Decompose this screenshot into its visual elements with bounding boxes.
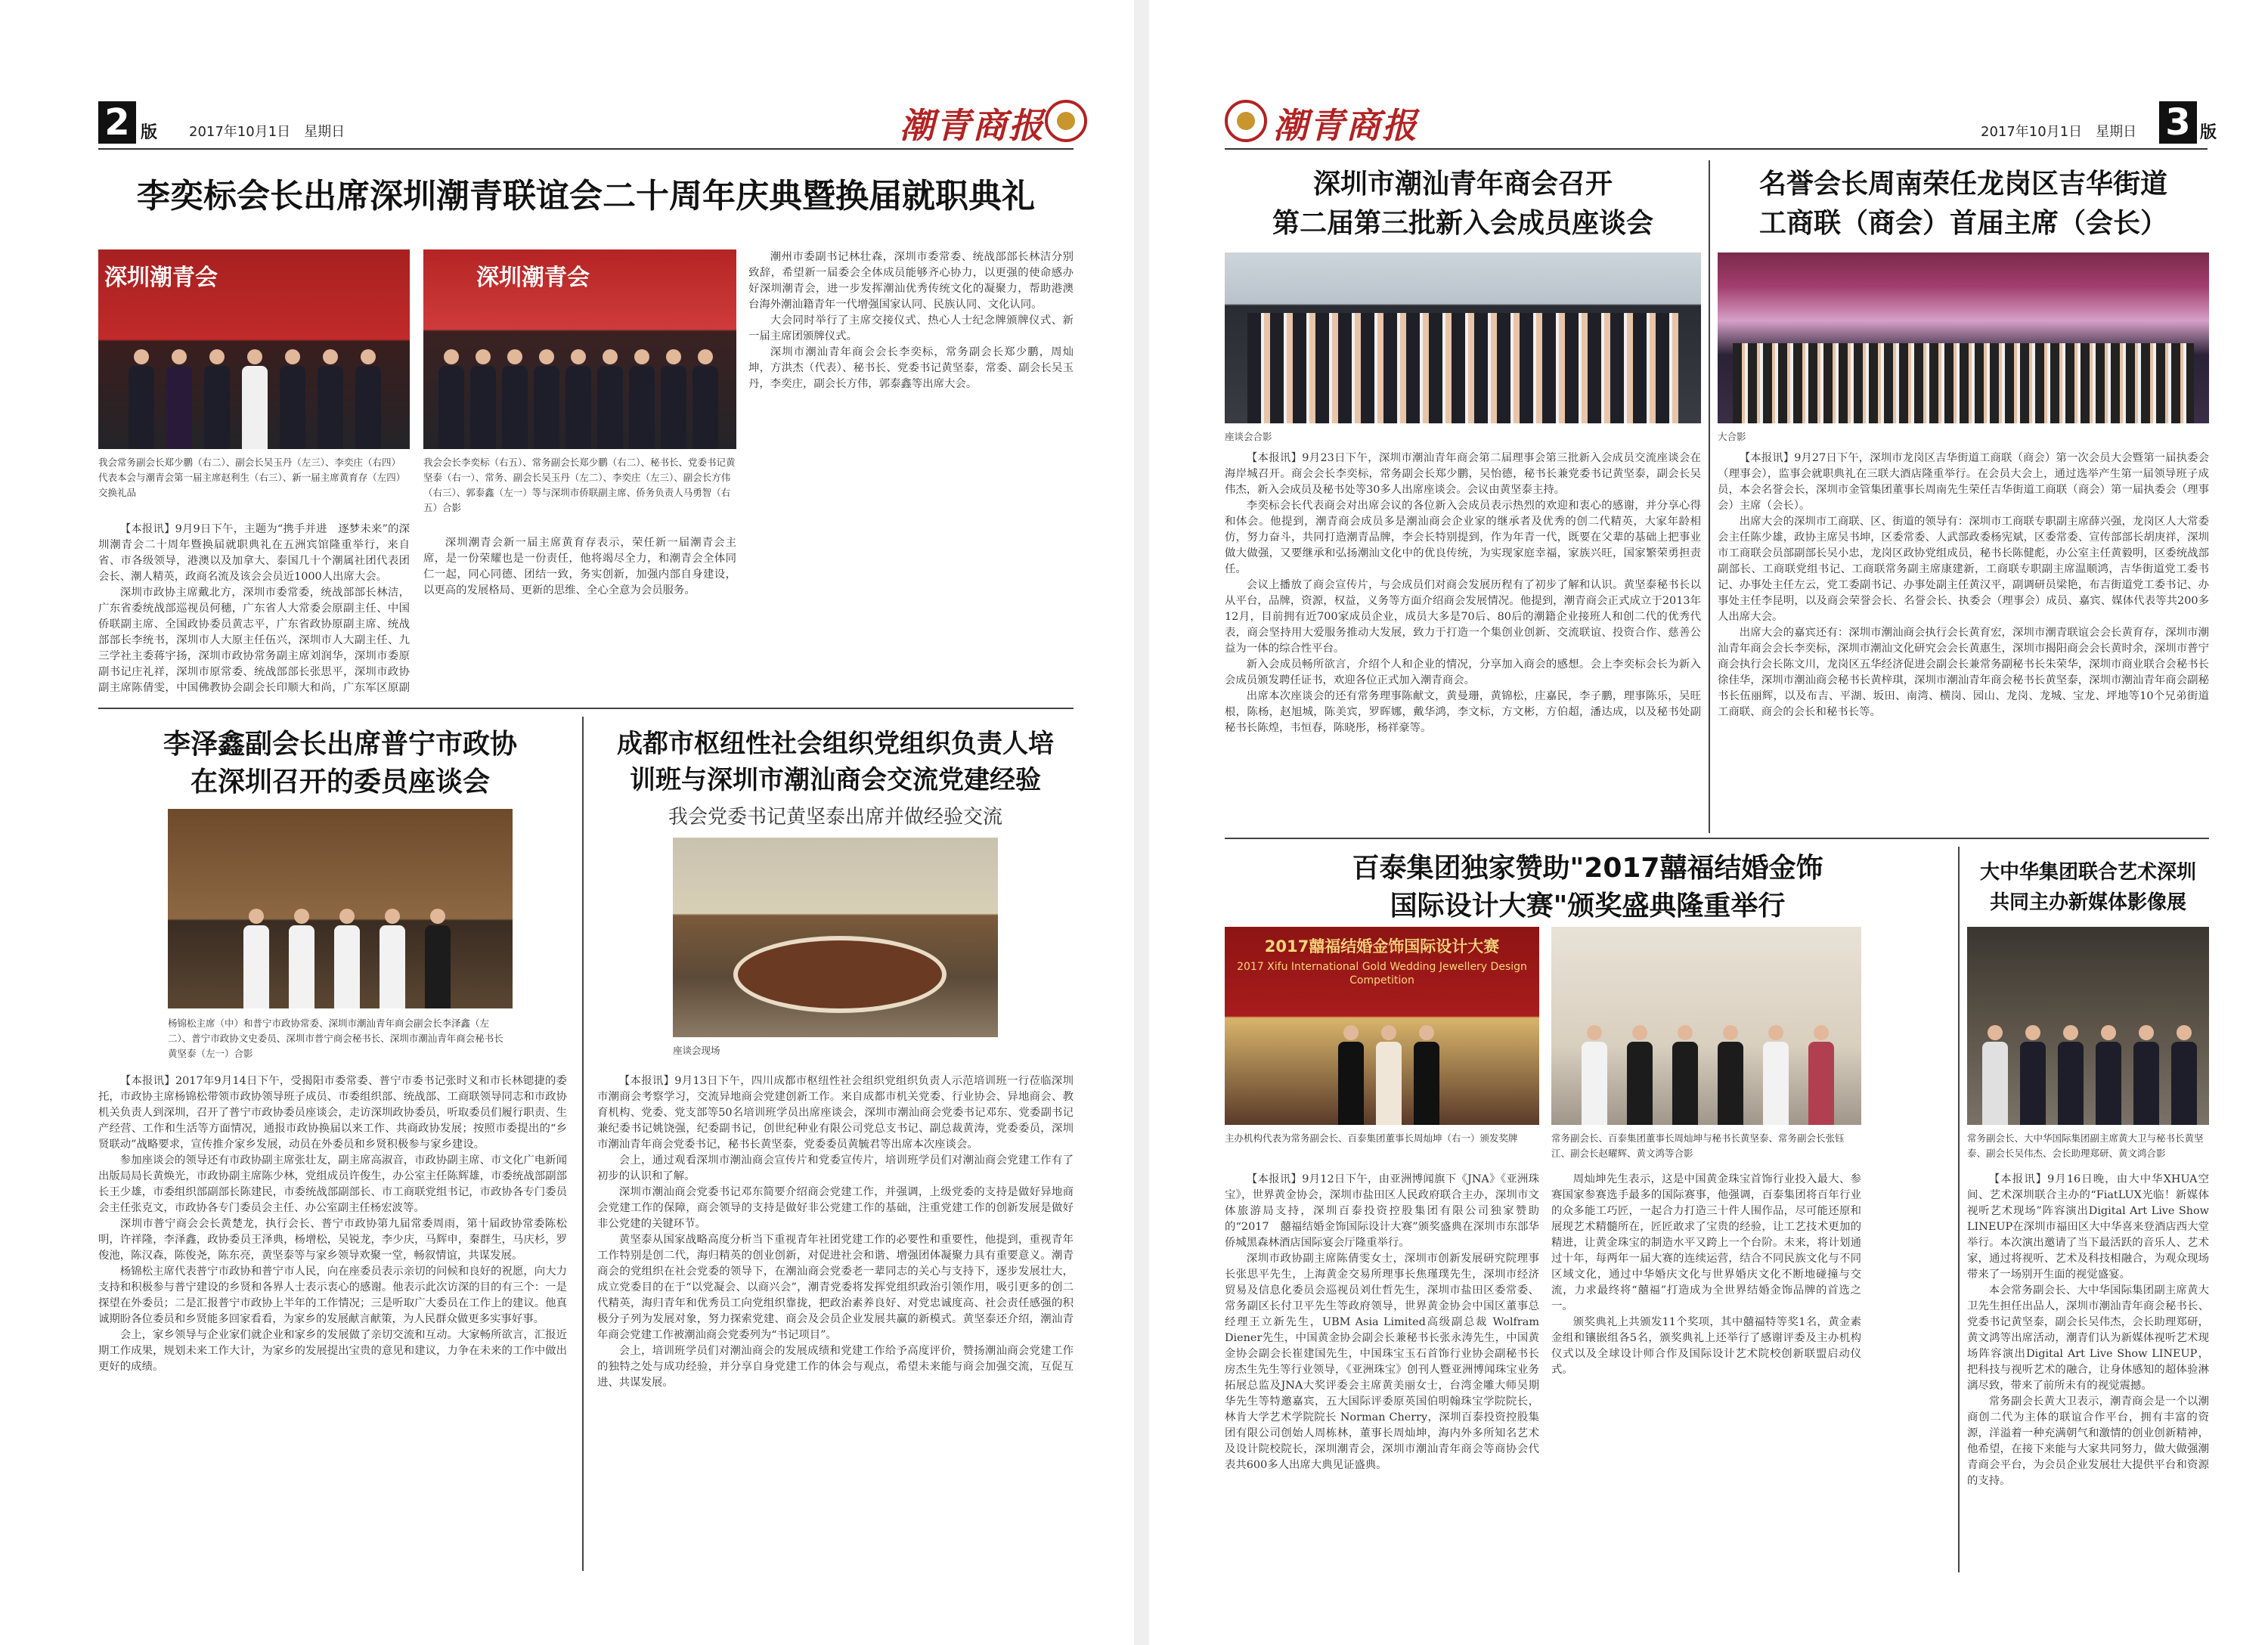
paragraph: 【本报讯】2017年9月14日下午，受揭阳市委常委、普宁市委书记张时义和市长林锶捷的委托，市政协主席杨锦松带领市政协领导班子成员、市委组织部、统战部、工商联领导同志和市政协机关负责人到深圳，召开了普宁市政协委员座谈会，走访深圳政协委员，听取委员们履行职责、生产经营、工作和生活等方面情况，通报市政协换届以来工作、共商政协发展；按照市委提出的“乡贤联动”战略要求，宣传推介家乡发展，动员在外委员和乡贤积极参与家乡建设。 bbox=[98, 1075, 567, 1151]
paragraph: 深圳潮青会新一届主席黄育存表示，荣任新一届潮青会主席，是一份荣耀也是一份责任，他将竭尽全力，和潮青会全体同仁一起，同心同德、团结一致，务实创新，加强内部自身建设，以更高的发展格局、更新的思维、全心全意为会员服务。 bbox=[423, 537, 736, 596]
masthead-seal-logo bbox=[1045, 100, 1087, 142]
section-divider bbox=[98, 708, 1074, 709]
masthead: 潮青商报 bbox=[900, 105, 1045, 146]
photo-caption: 常务副会长、百泰集团董事长周灿坤与秘书长黄坚泰、常务副会长张钰江、副会长赵曜辉、黄文鸿等合影 bbox=[1551, 1132, 1845, 1159]
headline-line: 在深圳召开的委员座谈会 bbox=[190, 767, 490, 798]
headline-line: 深圳市潮汕青年商会召开 bbox=[1312, 169, 1613, 200]
headline-line: 训班与深圳市潮汕商会交流党建经验 bbox=[630, 765, 1041, 795]
page-number: 3 bbox=[2159, 101, 2197, 144]
paragraph: 会上，家乡领导与企业家们就企业和家乡的发展做了亲切交流和互动。大家畅所欲言，汇报近期工作成果，规划未来工作大计，为家乡的发展提出宝贵的意见和建议，力争在未来的工作中做出更好的成绩。 bbox=[98, 1329, 567, 1373]
photo-caption: 座谈会现场 bbox=[673, 1045, 720, 1056]
masthead-seal-logo bbox=[1225, 100, 1267, 142]
page-header bbox=[98, 98, 1074, 150]
headline-line: 百泰集团独家赞助"2017囍福结婚金饰 bbox=[1352, 853, 1823, 884]
article-body bbox=[1718, 451, 2209, 829]
meeting-photo bbox=[168, 809, 513, 1008]
headline-line: 第二届第三批新入会成员座谈会 bbox=[1272, 208, 1653, 239]
article-body bbox=[1225, 1172, 1539, 1572]
paragraph: 【本报讯】9月12日下午，由亚洲博闻旗下《JNA》《亚洲珠宝》，世界黄金协会，深圳市盐田区人民政府联合主办，深圳市文体旅游局支持，深圳百泰投资控股集团有限公司独家赞助的“2017 囍福结婚金饰国际设计大赛”颁奖盛典在深圳市东部华侨城黑森林酒店国际宴会厅隆重举行。 bbox=[1225, 1173, 1539, 1249]
article-headline bbox=[1718, 165, 2209, 243]
article-body bbox=[597, 1073, 1074, 1572]
article-headline bbox=[1967, 857, 2209, 918]
newspaper-page-3 bbox=[1149, 0, 2268, 1645]
paragraph: 潮州市委副书记林壮森，深圳市委常委、统战部部长林洁分别致辞，希望新一届委会全体成员能够齐心协力，以更强的使命感办好深圳潮青会，进一步发挥潮汕优秀传统文化的凝聚力，帮助港澳台海外潮汕籍青年一代增强国家认同、民族认同、文化认同。 bbox=[748, 251, 1074, 311]
photo-caption: 大合影 bbox=[1718, 431, 1746, 442]
paragraph: 会议上播放了商会宣传片，与会成员们对商会发展历程有了初步了解和认识。黄坚泰秘书长以从平台，品牌，资源，权益，义务等方面介绍商会发展情况。他提到，潮青商会正式成立于2013年12月，目前拥有近700家成员企业，成员大多是70后、80后的潮籍企业接班人和创二代的优秀代表，商会坚持用大爱服务推动大发展，致力于打造一个集创业创新、交流联谊、投资合作、慈善公益为一体的综合性平台。 bbox=[1225, 579, 1701, 655]
paragraph: 深圳市普宁商会会长黄楚龙，执行会长、普宁市政协第九届常委周雨，第十届政协常委陈松明，许祥隆，李泽鑫，政协委员王泽典，杨增松，吴锐龙，李少庆，马辉申，秦群生，马庆杉，罗俊池，陈汉森，陈俊尧，陈东亮，黄坚泰等与家乡领导欢聚一堂，畅叙情谊，共谋发展。 bbox=[98, 1218, 567, 1262]
assembly-photo bbox=[1718, 252, 2209, 423]
section-divider bbox=[1225, 838, 2209, 839]
column-divider bbox=[582, 717, 584, 1571]
photo-caption: 座谈会合影 bbox=[1225, 431, 1272, 442]
article-body bbox=[1225, 451, 1701, 829]
page-number: 2 bbox=[98, 101, 136, 144]
paragraph: 会上，通过观看深圳市潮汕商会宣传片和党委宣传片，培训班学员们对潮汕商会党建工作有了初步的认识和了解。 bbox=[597, 1154, 1074, 1182]
headline-line: 国际设计大赛"颁奖盛典隆重举行 bbox=[1390, 891, 1786, 922]
photo-caption: 主办机构代表为常务副会长、百泰集团董事长周灿坤（右一）颁发奖牌 bbox=[1225, 1132, 1518, 1144]
paragraph: 参加座谈会的领导还有市政协副主席张壮友，副主席高淑音，市政协副主席、市文化广电新闻出版局局长黄焕光，市政协副主席陈少林，党组成员许俊生，办公室主任陈辉雄，市委统战部副部长王少雄，市委组织部副部长陈建民，市委统战部副部长、市工商联党组书记，市政协各专门委员会主任张克文，市政协各专门委员会主任、办公室副主任杨宏波等。 bbox=[98, 1154, 567, 1214]
section-label: 版 bbox=[141, 123, 158, 142]
masthead: 潮青商报 bbox=[1273, 105, 1418, 146]
article-body bbox=[98, 1073, 567, 1572]
article-body-column bbox=[748, 249, 1074, 697]
article-body bbox=[98, 522, 410, 697]
award-photo bbox=[1225, 927, 1539, 1125]
article-headline bbox=[1225, 165, 1701, 243]
article-body bbox=[1967, 1172, 2209, 1572]
ceremony-photo-1 bbox=[98, 249, 410, 449]
headline-line: 名誉会长周南荣任龙岗区吉华街道 bbox=[1758, 169, 2167, 200]
paragraph: 李奕标会长代表商会对出席会议的各位新入会成员表示热烈的欢迎和衷心的感谢，并分享心得和体会。他提到，潮青商会成员多是潮汕商会企业家的继承者及优秀的创二代精英，大家年龄相仿，努力奋斗，共同打造潮青品牌，李会长特别提到，作为年青一代，既要在父辈的基础上把事业做大做强，又要继承和弘扬潮汕文化中的优良传统，为实现家庭幸福，家族兴旺，国家繁荣勇担责任。 bbox=[1225, 500, 1701, 575]
paragraph: 【本报讯】9月27日下午，深圳市龙岗区吉华街道工商联（商会）第一次会员大会暨第一届执委会（理事会），监事会就职典礼在三联大酒店隆重举行。在会员大会上，通过选举产生第一届领导班子成员，本会名誉会长，深圳市金管集团董事长周南先生荣任吉华街道工商联（商会）第一届执委会（理事会）主席（会长）。 bbox=[1718, 452, 2209, 512]
paragraph: 深圳市潮汕青年商会会长李奕标，常务副会长郑少鹏，周灿坤，方洪杰（代表）、秘书长、党委书记黄坚泰，常委、副会长吴玉丹，李奕庄，副会长方伟，郭泰鑫等出席大会。 bbox=[748, 346, 1074, 390]
group-photo bbox=[1225, 252, 1701, 423]
headline-line: 李泽鑫副会长出席普宁市政协 bbox=[163, 729, 517, 760]
paragraph: 常务副会长黄大卫表示，潮青商会是一个以潮商创二代为主体的联谊合作平台，拥有丰富的资源，洋溢着一种充满朝气和激情的创业创新精神，他希望，在接下来能与大家共同努力，做大做强潮青商会平台，为会员企业发展壮大提供平台和资源的支持。 bbox=[1967, 1396, 2209, 1487]
seminar-photo bbox=[673, 838, 998, 1037]
paragraph: 【本报讯】9月13日下午，四川成都市枢纽性社会组织党组织负责人示范培训班一行莅临深圳市潮商会考察学习，交流异地商会党建创新工作。来自成都市机关党委、行业协会、异地商会、教育机构、党委、党支部等50名培训班学员出席座谈会，深圳市潮汕商会党委书记邓东、党委副书记兼纪委书记姚饶强，纪委副书记，创世纪种业有限公司党总支书记、副总裁黄涛，党委委员，深圳市潮汕青年商会党委书记，秘书长黄坚泰，党委委员黄毓君等出席本次座谈会。 bbox=[597, 1075, 1074, 1151]
page-header bbox=[1225, 98, 2217, 150]
paragraph: 颁奖典礼上共颁发11个奖项，其中囍福特等奖1名，黄金素金组和镶嵌组各5名，颁奖典礼上还举行了感谢评委及主办机构仪式以及全球设计师合作及国际设计艺术院校创新联盟启动仪式。 bbox=[1551, 1316, 1861, 1376]
paragraph: 出席大会的嘉宾还有：深圳市潮汕商会执行会长黄育宏，深圳市潮青联谊会会长黄育存，深圳市潮汕青年商会会长李奕标，深圳市潮汕文化研究会会长黄惠生，深圳市揭阳商会会长黄时余，深圳市普宁商会执行会长陈文川，龙岗区五华经济促进会副会长兼常务副秘书长朱荣华，深圳市商业联合会秘书长徐佳华，深圳市潮汕商会秘书长黄梓琪，深圳市潮汕青年商会秘书长黄坚泰，深圳市潮汕青年商会副秘书长伍丽辉，以及布吉、平湖、坂田、南湾、横岗、园山、龙岗、龙城、宝龙、坪地等10个兄弟街道工商联、商会的会长和秘书长等。 bbox=[1718, 627, 2209, 718]
conference-table bbox=[733, 936, 947, 1013]
photo-banner-subtext: 2017 Xifu International Gold Wedding Jewellery Design Competition bbox=[1237, 961, 1527, 987]
paragraph: 【本报讯】9月23日下午，深圳市潮汕青年商会第二届理事会第三批新入会成员交流座谈会在海岸城召开。商会会长李奕标，常务副会长郑少鹏，吴怡德，秘书长兼党委书记黄坚泰，副会长吴伟杰，新入会成员及秘书处等30多人出席座谈会。会议由黄坚泰主持。 bbox=[1225, 452, 1701, 496]
article-subheadline: 我会党委书记黄坚泰出席并做经验交流 bbox=[668, 806, 1002, 829]
photo-caption: 常务副会长、大中华国际集团副主席黄大卫与秘书长黄坚泰、副会长吴伟杰、会长助理郑研、黄文鸿合影 bbox=[1967, 1132, 2204, 1159]
photo-caption: 杨锦松主席（中）和普宁市政协常委、深圳市潮汕青年商会副会长李泽鑫（左二）、普宁市政协文史委员、深圳市普宁商会秘书长、深圳市潮汕青年商会秘书长黄坚泰（左一）合影 bbox=[168, 1018, 503, 1059]
column-divider bbox=[1709, 160, 1710, 833]
photo-banner-text: 2017囍福结婚金饰国际设计大赛 bbox=[1264, 937, 1500, 956]
crowd bbox=[1733, 343, 2194, 423]
column-divider bbox=[1958, 847, 1960, 1572]
article-headline bbox=[1225, 850, 1950, 925]
section-label: 版 bbox=[2200, 123, 2217, 142]
ceremony-photo-2 bbox=[423, 249, 736, 449]
paragraph: 新入会成员畅所欲言，介绍个人和企业的情况，分享加入商会的感想。会上李奕标会长为新入会成员颁发聘任证书，欢迎各位正式加入潮青商会。 bbox=[1225, 658, 1701, 686]
paragraph: 周灿坤先生表示，这是中国黄金珠宝首饰行业投入最大、参赛国家参赛选手最多的国际赛事，他强调，百泰集团将百年行业的众多能工巧匠，一起合力打造三十件人围作品，尽可能还原和展现艺术精髓所在，匠匠敢求了宝贵的经验，让工艺技术更加的精进，让黄金珠宝的制造水平又跨上一个台阶。未来，将计划通过十年，每两年一届大赛的连续运营，结合不同民族文化与不同区域文化，通过中华婚庆文化与世界婚庆文化不断地碰撞与交流，力求最终将“囍福”打造成为全世界结婚金饰品牌的首选之一。 bbox=[1551, 1173, 1861, 1312]
headline-line: 成都市枢纽性社会组织党组织负责人培 bbox=[617, 729, 1054, 759]
paragraph: 【本报讯】9月9日下午，主题为“携手并进 逐梦未来”的深圳潮青会二十周年暨换届就职典礼在五洲宾馆隆重举行，来自省、市各级领导，港澳以及加拿大、泰国几十个潮属社团代表团会长、潮人精英，政商名流及该会会员近1000人出席大会。 bbox=[98, 523, 410, 583]
paragraph: 【本报讯】9月16日晚，由大中华XHUA空间、艺术深圳联合主办的“FiatLUX光临！新媒体视听艺术现场”阵容演出Digital Art Live Show LINEUP在深圳市福田区大中华喜来登酒店西大堂举行。本次演出邀请了当下最活跃的音乐人、艺术家，通过将视听、艺术及科技相融合，为观众现场带来了一场别开生面的视觉盛宴。 bbox=[1967, 1173, 2209, 1281]
photo-banner-text: 深圳潮青会 bbox=[476, 265, 590, 291]
paragraph: 深圳市政协副主席陈倩雯女士，深圳市创新发展研究院理事长张思平先生，上海黄金交易所理事长焦瑾璞先生，深圳市经济贸易及信息化委员会巡视员刘仕哲先生，深圳市盐田区委常委、常务副区长付卫平先生等政府领导，世界黄金协会中国区董事总经理王立新先生，UBM Asia Limited高级副总裁 Wolfram Diener先生，中国黄金协会副会长兼秘书长张永涛先生，中国黄金协会副会长崔建国先生，中国珠宝玉石首饰行业协会副秘书长房杰生先生等行业领导，《亚洲珠宝》创刊人暨亚洲博闻珠宝业务拓展总监及JNA大奖评委会主席黄美丽女士，台湾金雕大师吴期华先生等特邀嘉宾，五大国际评委原英国伯明翰珠宝学院院长，林肯大学艺术学院院长 Norman Cherry，深圳百泰投资控股集团有限公司创始人周栋林，董事长周灿坤，海内外多所知名艺术及设计院校院长，深圳潮青会，深圳市潮汕青年商会等商协会代表共600多人出席大典见证盛典。 bbox=[1225, 1253, 1539, 1471]
paragraph: 会上，培训班学员们对潮汕商会的发展成绩和党建工作给予高度评价，赞扬潮汕商会党建工作的独特之处与成功经验，并分享自身党建工作的体会与观点，希望未来能与商会加强交流，互促互进、共谋发展。 bbox=[597, 1345, 1074, 1389]
article-headline bbox=[113, 726, 567, 801]
paragraph: 黄坚泰从国家战略高度分析当下重视青年社团党建工作的必要性和重要性，他提到，重视青年工作特别是创二代，海归精英的创业创新，对促进社会和谐、增强团体凝聚力具有重要意义。潮青商会的党组织在社会党委的领导下，在潮汕商会党委老一辈同志的关心与支持下，逐步发展壮大，成立党委目的在于“以党凝会、以商兴会”，潮青党委将发挥党组织政治引领作用，吸引更多的创二代精英，海归青年和优秀员工向党组织靠拢，把政治素养良好、对党忠诚度高、社会责任感强的积极分子列为发展对象，努力探索党建、商会及会员企业发展共赢的新模式。黄坚泰还介绍，潮汕青年商会党建工作被潮汕商会党委列为“书记项目”。 bbox=[597, 1234, 1074, 1341]
paragraph: 出席大会的深圳市工商联、区、街道的领导有：深圳市工商联专职副主席薛兴强，龙岗区人大常委会主任陈少雄，政协主席吴书坤，区委常委、人武部政委杨宪斌，区委常委、宣传部部长胡庚祥，深圳市工商联会员部副部长吴小忠，龙岗区政协党组成员，秘书长陈健彪，办公室主任黄毅明，区委统战部副部长、工商联党组书记、工商联常务副主席康建新，工商联专职副主席温顺鸿，吉华街道党工委书记、办事处主任左云，党工委副书记、办事处副主任黄汉平，副调研员梁艳，布吉街道党工委书记、办事处主任李昆明，以及商会荣誉会长、名誉会长、执委会（理事会）成员、嘉宾、媒体代表等共200多人出席大会。 bbox=[1718, 516, 2209, 623]
paragraph: 深圳市政协主席戴北方，深圳市委常委，统战部部长林洁，广东省委统战部巡视员何穗，广东省人大常委会原副主任、中国侨联副主席、全国政协委员黄志平，广东省政协原副主席、统战部部长李统书，深圳市人大原主任伍兴，深圳市人大副主任、九三学社主委蒋宇扬，深圳市政协常务副主席刘润华，深圳市委原副书记庄礼祥，深圳市原常委、统战部部长张思平，深圳市政协副主席陈倩雯，中国佛教协会副会长印顺大和尚，广东军区原副 bbox=[98, 587, 410, 694]
headline-line: 大中华集团联合艺术深圳 bbox=[1979, 861, 2196, 884]
article-body-continued bbox=[1551, 1172, 1861, 1572]
article-headline: 李奕标会长出席深圳潮青联谊会二十周年庆典暨换届就职典礼 bbox=[137, 177, 1035, 215]
paragraph: 杨锦松主席代表普宁市政协和普宁市人民，向在座委员表示亲切的问候和良好的祝愿，向大力支持和积极参与普宁建设的乡贤和各界人士表示衷心的感谢。他表示此次访深的目的有三个：一是探望在外委员；二是汇报普宁市政协上半年的工作情况；三是听取广大委员在工作上的建议。他真诚期盼各位委员和乡贤能多回家看看，为家乡的发展献言献策，为人民群众做更多实事好事。 bbox=[98, 1266, 567, 1325]
crowd bbox=[1247, 313, 1678, 423]
photo-caption: 我会会长李奕标（右五）、常务副会长郑少鹏（右二）、秘书长、党委书记黄坚泰（右一）、常务、副会长吴玉丹（左二）、李奕庄（左三）、副会长方伟（右三）、郭泰鑫（左一）等与深圳市侨联副主席、侨务负责人马勇智（右五）合影 bbox=[423, 457, 736, 513]
paragraph: 大会同时举行了主席交接仪式、热心人士纪念牌颁牌仪式、新一届主席团颁牌仪式。 bbox=[748, 314, 1074, 342]
group-photo bbox=[1551, 927, 1861, 1125]
article-headline bbox=[597, 726, 1074, 798]
headline-line: 共同主办新媒体影像展 bbox=[1989, 891, 2186, 914]
paragraph: 深圳市潮汕商会党委书记邓东简要介绍商会党建工作，并强调，上级党委的支持是做好异地商会党建工作的保障，商会领导的支持是做好非公党建工作的基础，注重党建工作的创新发展是做好非公党建的关键环节。 bbox=[597, 1186, 1074, 1230]
exhibition-photo bbox=[1967, 927, 2209, 1125]
issue-date: 2017年10月1日 星期日 bbox=[1981, 124, 2137, 140]
page-gutter bbox=[1134, 0, 1149, 1645]
paragraph: 本会常务副会长、大中华国际集团副主席黄大卫先生担任出品人，深圳市潮汕青年商会秘书长、党委书记黄坚泰，副会长吴伟杰，会长助理郑研，黄文鸿等出席活动，潮青们认为新媒体视听艺术现场阵容演出Digital Art Live Show LINEUP，把科技与视听艺术的融合，让身体感知的超体验淋漓尽致，带来了前所未有的视觉震撼。 bbox=[1967, 1284, 2209, 1392]
article-body-continued bbox=[423, 535, 736, 697]
issue-date: 2017年10月1日 星期日 bbox=[189, 124, 345, 140]
headline-line: 工商联（商会）首届主席（会长） bbox=[1758, 208, 2167, 239]
paragraph: 出席本次座谈会的还有常务理事陈献文，黄曼珊，黄锦松，庄嘉民，李子鹏，理事陈乐，吴旺根，陈杨，赵旭城，陈美宾，罗晖娜，戴华鸿，李文标，方文彬，方伯超，潘达成，以及秘书处副秘书长陈煌，韦恒春，陈晓彤，杨祥豪等。 bbox=[1225, 690, 1701, 734]
photo-caption: 我会常务副会长郑少鹏（右二）、副会长吴玉丹（左三）、李奕庄（右四）代表本会与潮青会第一届主席赵利生（右三）、新一届主席黄育存（左四）交换礼品 bbox=[98, 457, 406, 498]
photo-banner-text: 深圳潮青会 bbox=[104, 265, 218, 291]
